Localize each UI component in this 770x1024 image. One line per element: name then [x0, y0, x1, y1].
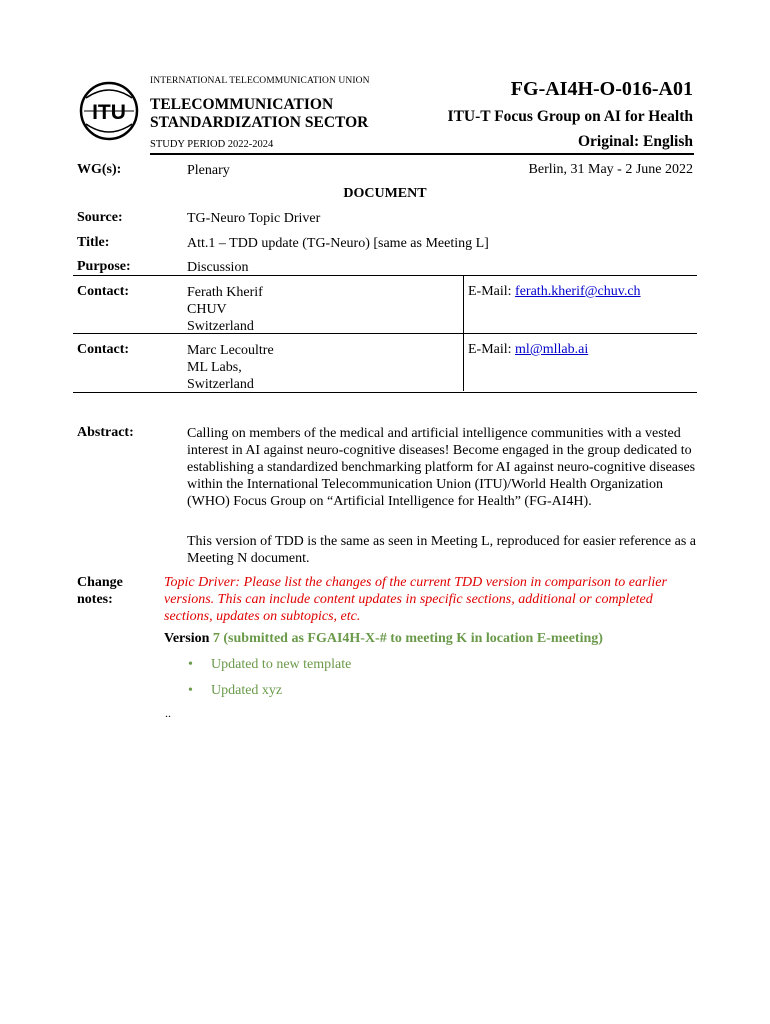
source-value: TG-Neuro Topic Driver [187, 211, 321, 226]
source-label: Source: [77, 210, 123, 225]
change-item [188, 657, 352, 673]
union-name: INTERNATIONAL TELECOMMUNICATION UNION [150, 76, 370, 86]
change-item-text: Updated to new template [211, 657, 352, 672]
email-link[interactable]: ferath.kherif@chuv.ch [515, 284, 641, 299]
sector-line-1: TELECOMMUNICATION [150, 96, 334, 113]
change-notes-label-line-2: notes: [77, 592, 113, 607]
bullet-icon: • [188, 683, 193, 698]
study-period: STUDY PERIOD 2022-2024 [150, 139, 274, 150]
change-notes-label [77, 574, 123, 608]
document-heading: DOCUMENT [343, 186, 427, 201]
version-prefix: Version [164, 631, 210, 646]
abstract-paragraph-2: This version of TDD is the same as seen in Meeting L, reproduced for easier reference as a Meeting N document. [187, 534, 696, 566]
column-divider [463, 334, 464, 391]
ellipsis: .. [165, 706, 171, 720]
itu-logo-icon [78, 80, 140, 142]
contact-country: Switzerland [187, 377, 254, 392]
contact-name: Ferath Kherif [187, 285, 263, 300]
title-value: Att.1 – TDD update (TG-Neuro) [same as Meeting L] [187, 236, 489, 251]
email-link[interactable]: ml@mllab.ai [515, 342, 589, 357]
abstract-label: Abstract: [77, 425, 134, 440]
contact-label: Contact: [77, 342, 130, 357]
email-label: E-Mail: [468, 284, 512, 299]
contact-country: Switzerland [187, 319, 254, 334]
focus-group-name: ITU-T Focus Group on AI for Health [447, 108, 693, 125]
contact-name: Marc Lecoultre [187, 343, 274, 358]
contact-email [468, 342, 588, 358]
sector-name [150, 96, 368, 132]
original-language: Original: English [578, 133, 693, 150]
title-label: Title: [77, 235, 110, 250]
document-number: FG-AI4H-O-016-A01 [510, 78, 693, 100]
contact-details [187, 284, 263, 335]
logo-text: ITU [92, 101, 126, 124]
abstract-paragraph-1: Calling on members of the medical and artificial intelligence communities with a vested interest in AI against neuro-cognitive diseases! Become engaged in the group dedicated to establishing a standardized benchmarking platform for AI against neuro-cognitive diseases within the International Telecommunication Union (ITU)/World Health Organization (WHO) Focus Group on “Artificial Intelligence for Health” (FG-AI4H). [187, 426, 696, 509]
wg-label: WG(s): [77, 162, 122, 177]
purpose-value: Discussion [187, 260, 249, 275]
column-divider [463, 276, 464, 333]
change-notes-label-line-1: Change [77, 575, 123, 590]
contact-details [187, 342, 274, 393]
contact-org: ML Labs, [187, 360, 242, 375]
email-label: E-Mail: [468, 342, 512, 357]
table-divider [73, 275, 697, 276]
change-item-text: Updated xyz [211, 683, 283, 698]
version-detail: 7 (submitted as FGAI4H-X-# to meeting K in location E-meeting) [212, 631, 603, 646]
contact-email [468, 284, 641, 300]
contact-org: CHUV [187, 302, 227, 317]
contact-label: Contact: [77, 284, 130, 299]
table-divider [73, 333, 697, 334]
change-notes-instructions: Topic Driver: Please list the changes of the current TDD version in comparison to earlier versions. This can include content updates in specific sections, additional or completed sections, updates on subtopics, etc. [164, 575, 667, 624]
bullet-icon: • [188, 657, 193, 672]
change-item [188, 683, 283, 699]
location-date: Berlin, 31 May - 2 June 2022 [528, 162, 693, 177]
itu-logo [78, 80, 140, 142]
table-divider [73, 392, 697, 393]
purpose-label: Purpose: [77, 259, 131, 274]
wg-value: Plenary [187, 163, 230, 178]
version-line [164, 631, 603, 647]
sector-line-2: STANDARDIZATION SECTOR [150, 114, 369, 131]
header-divider [150, 153, 694, 155]
